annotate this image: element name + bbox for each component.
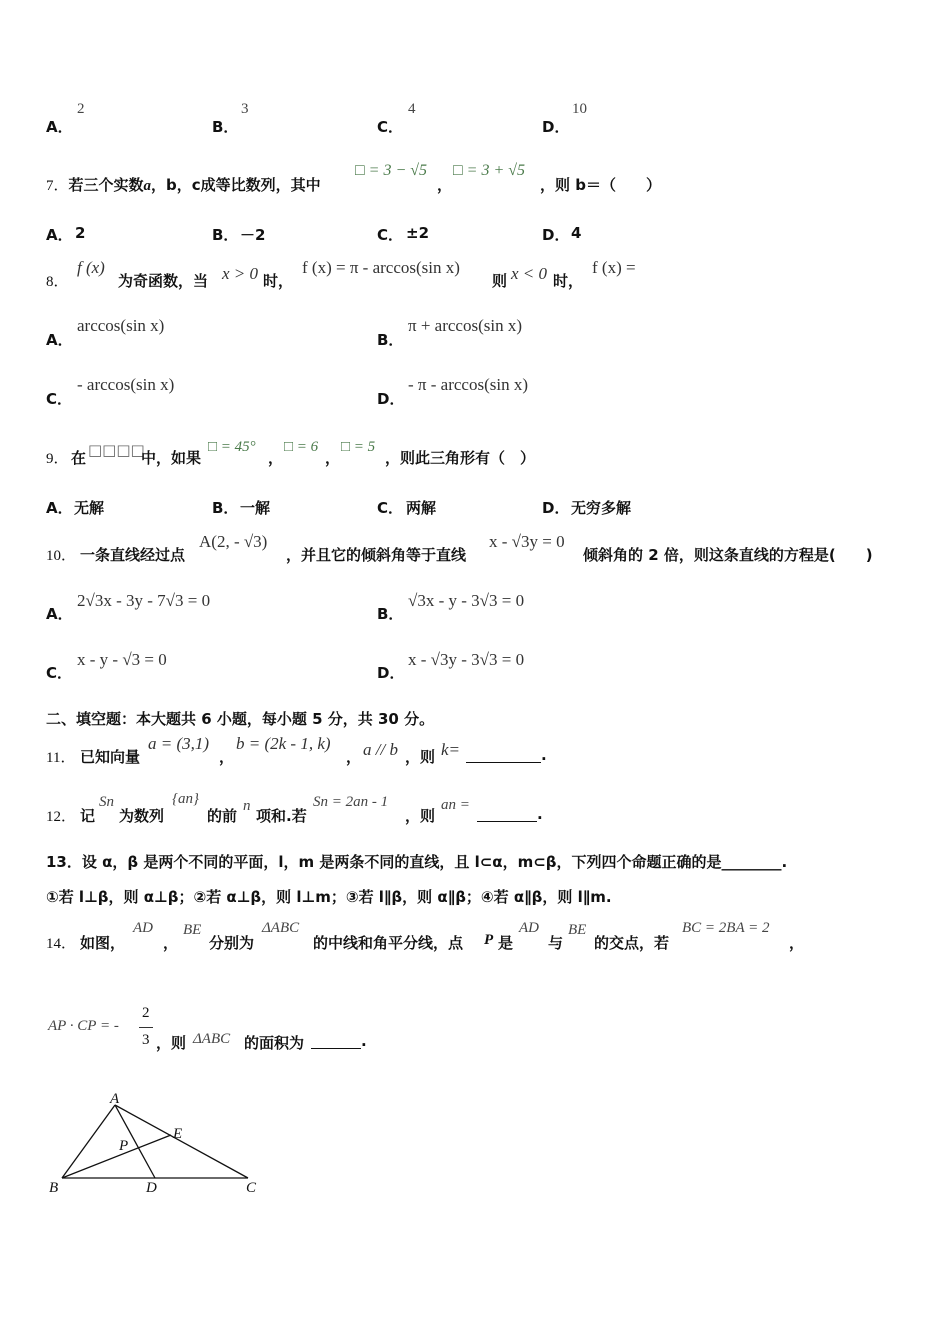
q14-number: 14． xyxy=(46,936,77,952)
q8-text-1: 为奇函数，当 xyxy=(118,272,209,290)
q12-an: an = xyxy=(441,797,470,813)
q12-answer-blank[interactable] xyxy=(477,820,537,822)
q12-text-4: 项和.若 xyxy=(256,807,307,825)
q9-option-c-value: 两解 xyxy=(406,499,437,517)
q10-option-a-label: A． xyxy=(46,605,73,623)
q12-text-3: 的前 xyxy=(207,807,238,825)
q6-option-c-label: C． xyxy=(377,118,404,136)
q9-sep-1: ， xyxy=(268,449,284,467)
q10-option-c-label: C． xyxy=(46,664,73,682)
q7-option-c-label: C． xyxy=(377,226,404,244)
q9-math-3: □ = 5 xyxy=(341,439,376,455)
q10-text-2: ，并且它的倾斜角等于直线 xyxy=(286,546,467,564)
q11-vector-a: a = (3,1) xyxy=(148,734,210,753)
q7-var-a: a xyxy=(143,178,152,194)
q6-option-b-value: 3 xyxy=(241,101,249,117)
q14-sep-2: ， xyxy=(789,934,805,952)
q7-option-d-value: 4 xyxy=(571,224,582,242)
q14-text-2: 分别为 xyxy=(209,934,255,952)
q10-option-d-label: D． xyxy=(377,664,405,682)
q14-text-6: 的交点，若 xyxy=(594,934,670,952)
q9-option-b-value: 一解 xyxy=(240,499,271,517)
q14-fraction-bar xyxy=(139,1027,153,1028)
q14-ad-2: AD xyxy=(519,920,539,936)
q9-text-2: 中，如果 xyxy=(141,449,202,467)
q14-ad: AD xyxy=(133,920,153,936)
q12-text-1: 记 xyxy=(80,807,96,825)
q7-text-1: 若三个实数 xyxy=(68,176,144,194)
q14-triangle-2: ΔABC xyxy=(193,1031,231,1047)
q7-text-2: ，b，c成等比数列，其中 xyxy=(151,176,321,194)
q8-option-a-value: arccos(sin x) xyxy=(77,316,165,335)
q11-sep-1: ， xyxy=(219,748,235,766)
q7-comma: ， xyxy=(437,176,453,194)
q8-f-2: f (x) = π - arccos(sin x) xyxy=(302,258,460,277)
q11-number: 11． xyxy=(46,750,76,766)
label-p: P xyxy=(119,1138,129,1154)
q14-text-5: 与 xyxy=(548,934,564,952)
q8-option-b-value: π + arccos(sin x) xyxy=(408,316,522,335)
q10-option-b-value: √3x - y - 3√3 = 0 xyxy=(408,591,525,610)
q14-fraction-denominator: 3 xyxy=(142,1032,150,1048)
q9-text-1: 在 xyxy=(71,449,87,467)
q9-sep-2: ， xyxy=(325,449,341,467)
q14-triangle-figure xyxy=(40,1090,280,1205)
q14-text-1: 如图， xyxy=(80,934,126,952)
label-c: C xyxy=(246,1180,257,1196)
q8-text-2: 时， xyxy=(263,272,294,290)
q9-math-2: □ = 6 xyxy=(284,439,319,455)
q14-p: P xyxy=(484,932,494,948)
label-e: E xyxy=(173,1126,183,1142)
q11-k: k= xyxy=(441,740,461,759)
q9-option-c-label: C． xyxy=(377,499,404,517)
q13-line-2: ①若 l⊥β，则 α⊥β；②若 α⊥β，则 l⊥m；③若 l∥β，则 α∥β；④若 α∥β，则 l∥m. xyxy=(46,888,612,906)
q6-option-a-value: 2 xyxy=(77,101,85,117)
q8-cond-1: x > 0 xyxy=(222,264,259,283)
q7-option-c-value: ±2 xyxy=(406,224,430,242)
q12-sequence: {an} xyxy=(172,791,199,807)
q14-dot-product: AP · CP = - xyxy=(48,1018,119,1034)
q9-option-d-label: D． xyxy=(542,499,570,517)
q14-text-4: 是 xyxy=(498,934,514,952)
q9-option-a-label: A． xyxy=(46,499,73,517)
q12-text-5: ，则 xyxy=(405,807,436,825)
q14-triangle: ΔABC xyxy=(262,920,300,936)
q8-option-d-label: D． xyxy=(377,390,405,408)
q7-option-a-label: A． xyxy=(46,226,73,244)
q9-triangle: □□□□ xyxy=(88,441,145,459)
q8-option-a-label: A． xyxy=(46,331,73,349)
q6-option-d-label: D． xyxy=(542,118,570,136)
q8-text-4: 时， xyxy=(553,272,584,290)
q10-number: 10． xyxy=(46,548,77,564)
q9-option-b-label: B． xyxy=(212,499,239,517)
q6-option-a-label: A． xyxy=(46,118,73,136)
q14-answer-blank[interactable] xyxy=(311,1047,361,1049)
q10-point: A(2, - √3) xyxy=(199,532,268,551)
q14-text-3: 的中线和角平分线，点 xyxy=(313,934,464,952)
q12-sn: Sn xyxy=(99,794,114,810)
q11-text-1: 已知向量 xyxy=(80,748,141,766)
q7-math-1: □ = 3 − √5 xyxy=(355,162,428,179)
q7-option-a-value: 2 xyxy=(75,224,86,242)
q14-fraction-numerator: 2 xyxy=(142,1005,150,1021)
q11-vector-b: b = (2k - 1, k) xyxy=(236,734,331,753)
q10-option-a-value: 2√3x - 3y - 7√3 = 0 xyxy=(77,591,211,610)
q10-option-d-value: x - √3y - 3√3 = 0 xyxy=(408,650,525,669)
q8-option-b-label: B． xyxy=(377,331,404,349)
q9-number: 9． xyxy=(46,451,69,467)
q14-be: BE xyxy=(183,922,202,938)
q7-option-b-value: －2 xyxy=(240,226,266,244)
q12-text-2: 为数列 xyxy=(119,807,165,825)
q7-number: 7． xyxy=(46,178,69,194)
q12-number: 12． xyxy=(46,809,77,825)
q8-option-c-label: C． xyxy=(46,390,73,408)
q8-f-3: f (x) = xyxy=(592,258,636,277)
q10-text-1: 一条直线经过点 xyxy=(80,546,186,564)
q7-option-d-label: D． xyxy=(542,226,570,244)
q11-sep-2: ， xyxy=(346,748,362,766)
section-2-title: 二、填空题：本大题共 6 小题，每小题 5 分，共 30 分。 xyxy=(46,710,435,728)
q12-equation: Sn = 2an - 1 xyxy=(313,794,389,810)
q7-option-b-label: B． xyxy=(212,226,239,244)
q14-bc: BC = 2BA = 2 xyxy=(682,920,770,936)
q14-end: . xyxy=(361,1032,367,1050)
q12-n: n xyxy=(243,798,251,814)
label-b: B xyxy=(49,1180,59,1196)
q11-end: . xyxy=(541,746,547,764)
q11-text-2: ，则 xyxy=(405,748,436,766)
q9-text-3: ，则此三角形有（ ） xyxy=(385,449,536,467)
q9-option-a-value: 无解 xyxy=(74,499,105,517)
q10-option-c-value: x - y - √3 = 0 xyxy=(77,650,167,669)
q9-math-1: □ = 45° xyxy=(208,439,256,455)
q12-end: . xyxy=(537,805,543,823)
q8-option-c-value: - arccos(sin x) xyxy=(77,375,175,394)
q14-text-8: 的面积为 xyxy=(244,1034,305,1052)
q6-option-d-value: 10 xyxy=(572,101,587,117)
label-a: A xyxy=(110,1091,120,1107)
q14-sep: ， xyxy=(163,934,179,952)
q6-option-c-value: 4 xyxy=(408,101,416,117)
q8-option-d-value: - π - arccos(sin x) xyxy=(408,375,528,394)
q7-text-3: ，则 b＝（ ） xyxy=(540,176,661,194)
label-d: D xyxy=(146,1180,157,1196)
q7-math-2: □ = 3 + √5 xyxy=(453,162,526,179)
q13-line-1: 13．设 α，β 是两个不同的平面，l，m 是两条不同的直线，且 l⊂α，m⊂β，下列四个命题正确的是________. xyxy=(46,853,788,871)
q11-parallel: a // b xyxy=(363,740,398,759)
q14-text-7: ，则 xyxy=(156,1034,187,1052)
q8-cond-2: x < 0 xyxy=(511,264,548,283)
q9-option-d-value: 无穷多解 xyxy=(571,499,632,517)
q8-number: 8． xyxy=(46,274,69,290)
q11-answer-blank[interactable] xyxy=(466,761,541,763)
q10-text-3: 倾斜角的 2 倍，则这条直线的方程是( ) xyxy=(583,546,873,564)
q14-be-2: BE xyxy=(568,922,587,938)
q6-option-b-label: B． xyxy=(212,118,239,136)
q10-line: x - √3y = 0 xyxy=(489,532,565,551)
q10-option-b-label: B． xyxy=(377,605,404,623)
q8-text-3: 则 xyxy=(492,272,508,290)
q8-f-1: f (x) xyxy=(77,258,105,277)
